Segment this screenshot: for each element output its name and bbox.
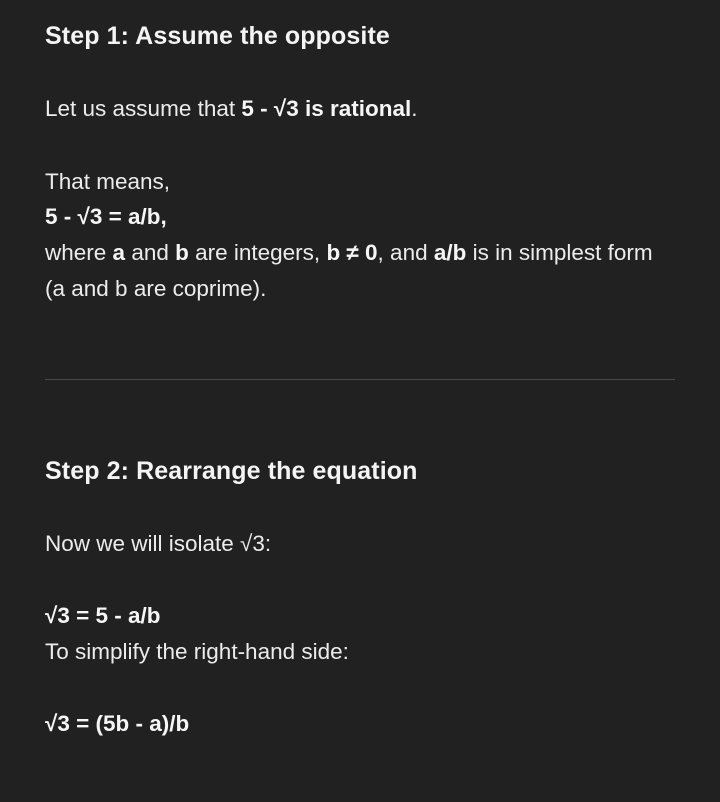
section-divider (45, 379, 675, 380)
step2-heading: Step 2: Rearrange the equation (45, 457, 418, 485)
step1-heading: Step 1: Assume the opposite (45, 22, 390, 50)
fraction-ab: a/b (433, 240, 467, 265)
assumption-bold: 5 - √3 is rational (241, 96, 412, 121)
equation-isolated: √3 = 5 - a/b (45, 603, 161, 628)
var-b: b (175, 240, 189, 265)
isolate-text: Now we will isolate √3: (45, 531, 272, 556)
equation-simplified: √3 = (5b - a)/b (45, 711, 190, 736)
assumption-prefix: Let us assume that (45, 96, 242, 121)
where-prefix: where (45, 240, 113, 265)
where-clause (45, 235, 677, 307)
assumption-text (45, 96, 418, 122)
condition-b-nonzero: b ≠ 0 (326, 240, 378, 265)
simplify-text: To simplify the right-hand side: (45, 639, 349, 664)
where-and2: , and (377, 240, 434, 265)
equation-assumption: 5 - √3 = a/b, (45, 204, 167, 229)
where-and: and (125, 240, 176, 265)
that-means-text: That means, (45, 169, 171, 194)
var-a: a (112, 240, 126, 265)
where-suffix: is in simplest form (a and b are coprime). (45, 240, 653, 301)
where-mid: are integers, (188, 240, 327, 265)
assumption-suffix: . (411, 96, 418, 121)
